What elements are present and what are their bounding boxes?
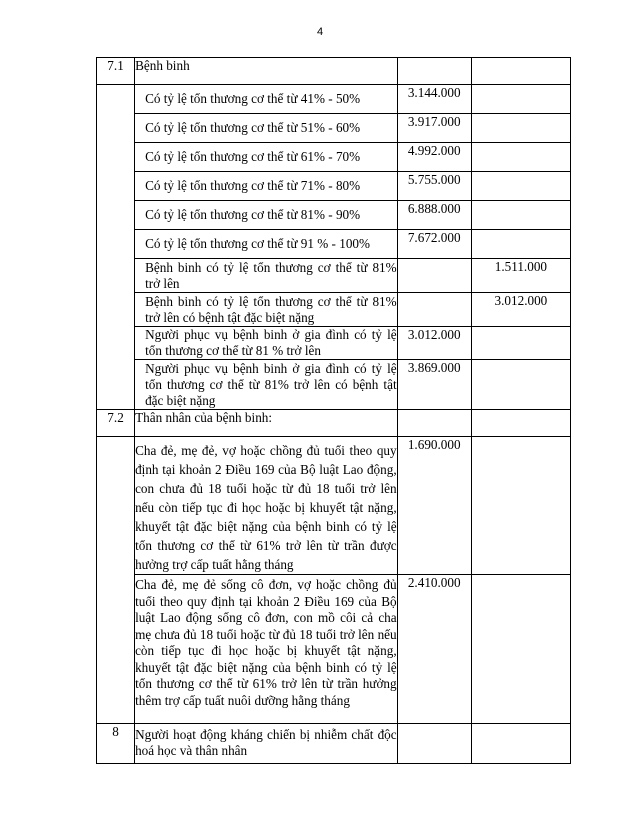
amount-cell-2 (471, 327, 570, 360)
row-number-merged (97, 85, 135, 410)
table-row (97, 724, 571, 764)
row-text: Có tỷ lệ tổn thương cơ thể từ 81% - 90% (135, 201, 398, 230)
amount-cell: 2.410.000 (397, 575, 471, 724)
table-row (97, 327, 571, 360)
row-text: Có tỷ lệ tổn thương cơ thể từ 51% - 60% (135, 114, 398, 143)
table-row (97, 85, 571, 114)
amount-cell-2 (471, 724, 570, 764)
table-row (97, 259, 571, 293)
row-text: Bệnh binh có tỷ lệ tổn thương cơ thể từ 81% trở lên có bệnh tật đặc biệt nặng (135, 293, 398, 327)
amount-cell-2: 1.511.000 (471, 259, 570, 293)
amount-cell: 6.888.000 (397, 201, 471, 230)
amount-cell-2 (471, 437, 570, 575)
row-number: 7.2 (97, 410, 135, 437)
row-text: Có tỷ lệ tổn thương cơ thể từ 61% - 70% (135, 143, 398, 172)
row-number: 7.1 (97, 58, 135, 85)
amount-cell-2 (471, 230, 570, 259)
table-row (97, 360, 571, 410)
amount-cell (397, 259, 471, 293)
table-row (97, 58, 571, 85)
amount-cell: 3.012.000 (397, 327, 471, 360)
row-text: Bệnh binh (135, 58, 398, 85)
amount-cell-2 (471, 172, 570, 201)
row-text: Người hoạt động kháng chiến bị nhiễm chất độc hoá học và thân nhân (135, 724, 398, 764)
row-text: Cha đẻ, mẹ đẻ, vợ hoặc chồng đủ tuổi theo quy định tại khoản 2 Điều 169 của Bộ luật Lao động, con chưa đủ 18 tuổi hoặc từ đủ 18 tuổi trở lên nếu còn tiếp tục đi học hoặc bị khuyết tật nặng, khuyết tật đặc biệt nặng của bệnh binh có tỷ lệ tổn thương cơ thể từ 61% trở lên từ trần được hưởng trợ cấp tuất hằng tháng (135, 437, 398, 575)
amount-cell-2 (471, 85, 570, 114)
amount-cell-2: 3.012.000 (471, 293, 570, 327)
amount-cell (397, 58, 471, 85)
amount-cell-2 (471, 360, 570, 410)
table-row (97, 143, 571, 172)
amount-cell: 4.992.000 (397, 143, 471, 172)
table-row (97, 201, 571, 230)
row-text: Có tỷ lệ tổn thương cơ thể từ 71% - 80% (135, 172, 398, 201)
amount-cell-2 (471, 410, 570, 437)
amount-cell (397, 293, 471, 327)
amount-cell (397, 724, 471, 764)
amount-cell (397, 410, 471, 437)
row-text: Bệnh binh có tỷ lệ tổn thương cơ thể từ 81% trở lên (135, 259, 398, 293)
amount-cell-2 (471, 58, 570, 85)
table-row (97, 437, 571, 575)
row-text: Người phục vụ bệnh binh ở gia đình có tỷ lệ tổn thương cơ thể từ 81% trở lên có bệnh tật đặc biệt nặng (135, 360, 398, 410)
page-number: 4 (316, 26, 324, 38)
table-row (97, 575, 571, 724)
amount-cell-2 (471, 575, 570, 724)
row-text: Người phục vụ bệnh binh ở gia đình có tỷ lệ tổn thương cơ thể từ 81 % trở lên (135, 327, 398, 360)
amount-cell: 5.755.000 (397, 172, 471, 201)
amount-cell-2 (471, 201, 570, 230)
table-row (97, 172, 571, 201)
allowance-table (96, 57, 571, 764)
row-text: Có tỷ lệ tổn thương cơ thể từ 41% - 50% (135, 85, 398, 114)
amount-cell: 3.144.000 (397, 85, 471, 114)
row-text: Có tỷ lệ tổn thương cơ thể từ 91 % - 100% (135, 230, 398, 259)
amount-cell-2 (471, 114, 570, 143)
amount-cell: 3.869.000 (397, 360, 471, 410)
row-number: 8 (97, 724, 135, 764)
amount-cell-2 (471, 143, 570, 172)
amount-cell: 3.917.000 (397, 114, 471, 143)
row-number-merged (97, 437, 135, 724)
amount-cell: 1.690.000 (397, 437, 471, 575)
table-row (97, 410, 571, 437)
table-row (97, 230, 571, 259)
amount-cell: 7.672.000 (397, 230, 471, 259)
table-row (97, 293, 571, 327)
row-text: Thân nhân của bệnh binh: (135, 410, 398, 437)
row-text: Cha đẻ, mẹ đẻ sống cô đơn, vợ hoặc chồng đủ tuổi theo quy định tại khoản 2 Điều 169 của Bộ luật Lao động sống cô đơn, con mồ côi cả cha mẹ chưa đủ 18 tuổi hoặc từ đủ 18 tuổi trở lên nếu còn tiếp tục đi học hoặc bị khuyết tật nặng, khuyết tật đặc biệt nặng của bệnh binh có tỷ lệ tổn thương cơ thể từ 61% trở lên từ trần hưởng thêm trợ cấp tuất nuôi dưỡng hằng tháng (135, 575, 398, 724)
table-row (97, 114, 571, 143)
